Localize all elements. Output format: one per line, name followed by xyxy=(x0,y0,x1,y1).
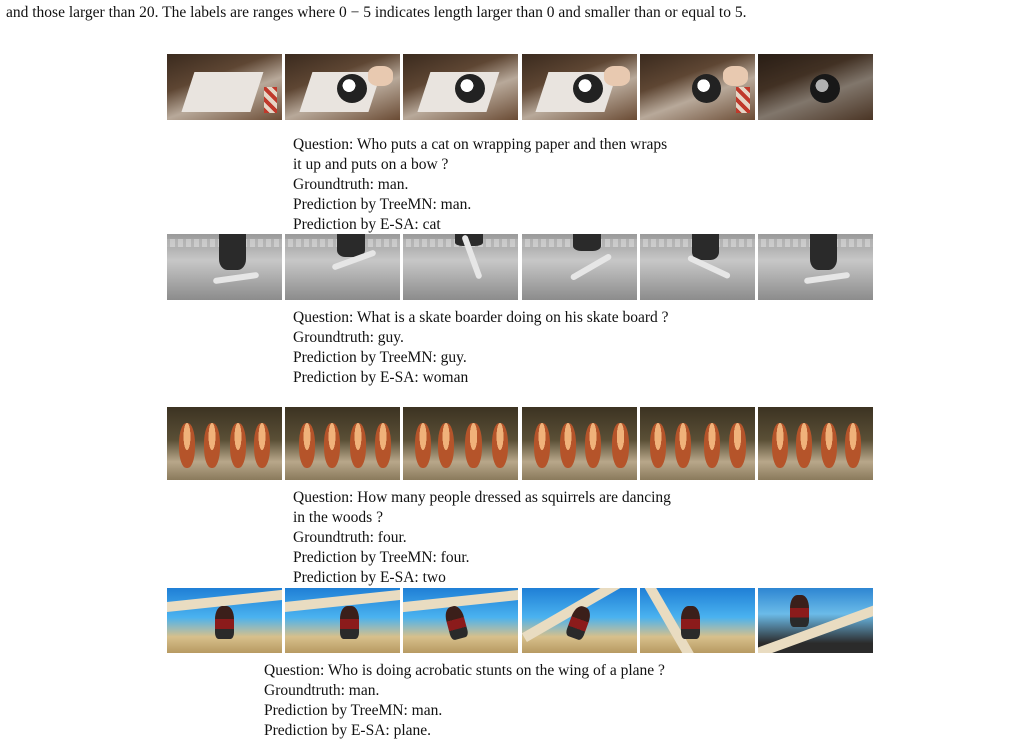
video-frames-squirrels xyxy=(167,407,873,480)
groundtruth-text: Groundtruth: man. xyxy=(264,682,380,699)
esa-prediction-text: Prediction by E-SA: cat xyxy=(293,216,441,233)
question-text: Question: How many people dressed as squirrels are dancing xyxy=(293,489,671,506)
groundtruth-text: Groundtruth: four. xyxy=(293,529,407,546)
treemn-prediction-text: Prediction by TreeMN: four. xyxy=(293,549,470,566)
groundtruth-text: Groundtruth: man. xyxy=(293,176,409,193)
video-frame xyxy=(403,234,518,300)
treemn-prediction-text: Prediction by TreeMN: man. xyxy=(293,196,472,213)
qa-block-skateboard xyxy=(293,308,669,388)
video-frame xyxy=(640,588,755,653)
video-frame xyxy=(640,407,755,480)
esa-prediction-text: Prediction by E-SA: two xyxy=(293,569,446,586)
treemn-prediction-text: Prediction by TreeMN: man. xyxy=(264,702,443,719)
video-frame xyxy=(640,54,755,120)
video-frame xyxy=(403,407,518,480)
video-frame xyxy=(758,407,873,480)
video-frame xyxy=(403,588,518,653)
video-frames-skateboard xyxy=(167,234,873,300)
video-frame xyxy=(522,407,637,480)
video-frame xyxy=(522,234,637,300)
video-frame xyxy=(167,407,282,480)
video-frame xyxy=(285,54,400,120)
qa-block-cat xyxy=(293,135,667,235)
qa-block-plane xyxy=(264,661,665,741)
treemn-prediction-text: Prediction by TreeMN: guy. xyxy=(293,349,467,366)
video-frame xyxy=(758,234,873,300)
esa-prediction-text: Prediction by E-SA: woman xyxy=(293,369,469,386)
question-text: Question: Who is doing acrobatic stunts on the wing of a plane ? xyxy=(264,662,665,679)
groundtruth-text: Groundtruth: guy. xyxy=(293,329,404,346)
video-frame xyxy=(285,588,400,653)
esa-prediction-text: Prediction by E-SA: plane. xyxy=(264,722,432,739)
video-frame xyxy=(403,54,518,120)
video-frame xyxy=(758,588,873,653)
video-frame xyxy=(167,54,282,120)
video-frame xyxy=(758,54,873,120)
video-frames-cat xyxy=(167,54,873,120)
video-frame xyxy=(285,407,400,480)
video-frame xyxy=(285,234,400,300)
figure-caption-continuation: and those larger than 20. The labels are ranges where 0 − 5 indicates length larger than 0 and smaller than or equal to 5. xyxy=(6,4,747,21)
video-frame xyxy=(522,54,637,120)
question-text: Question: Who puts a cat on wrapping paper and then wraps xyxy=(293,136,668,153)
question-text-continued: in the woods ? xyxy=(293,509,383,526)
question-text: Question: What is a skate boarder doing on his skate board ? xyxy=(293,309,669,326)
video-frames-plane xyxy=(167,588,873,653)
video-frame xyxy=(167,588,282,653)
video-frame xyxy=(522,588,637,653)
qa-block-squirrels xyxy=(293,488,671,588)
video-frame xyxy=(167,234,282,300)
question-text-continued: it up and puts on a bow ? xyxy=(293,156,449,173)
video-frame xyxy=(640,234,755,300)
